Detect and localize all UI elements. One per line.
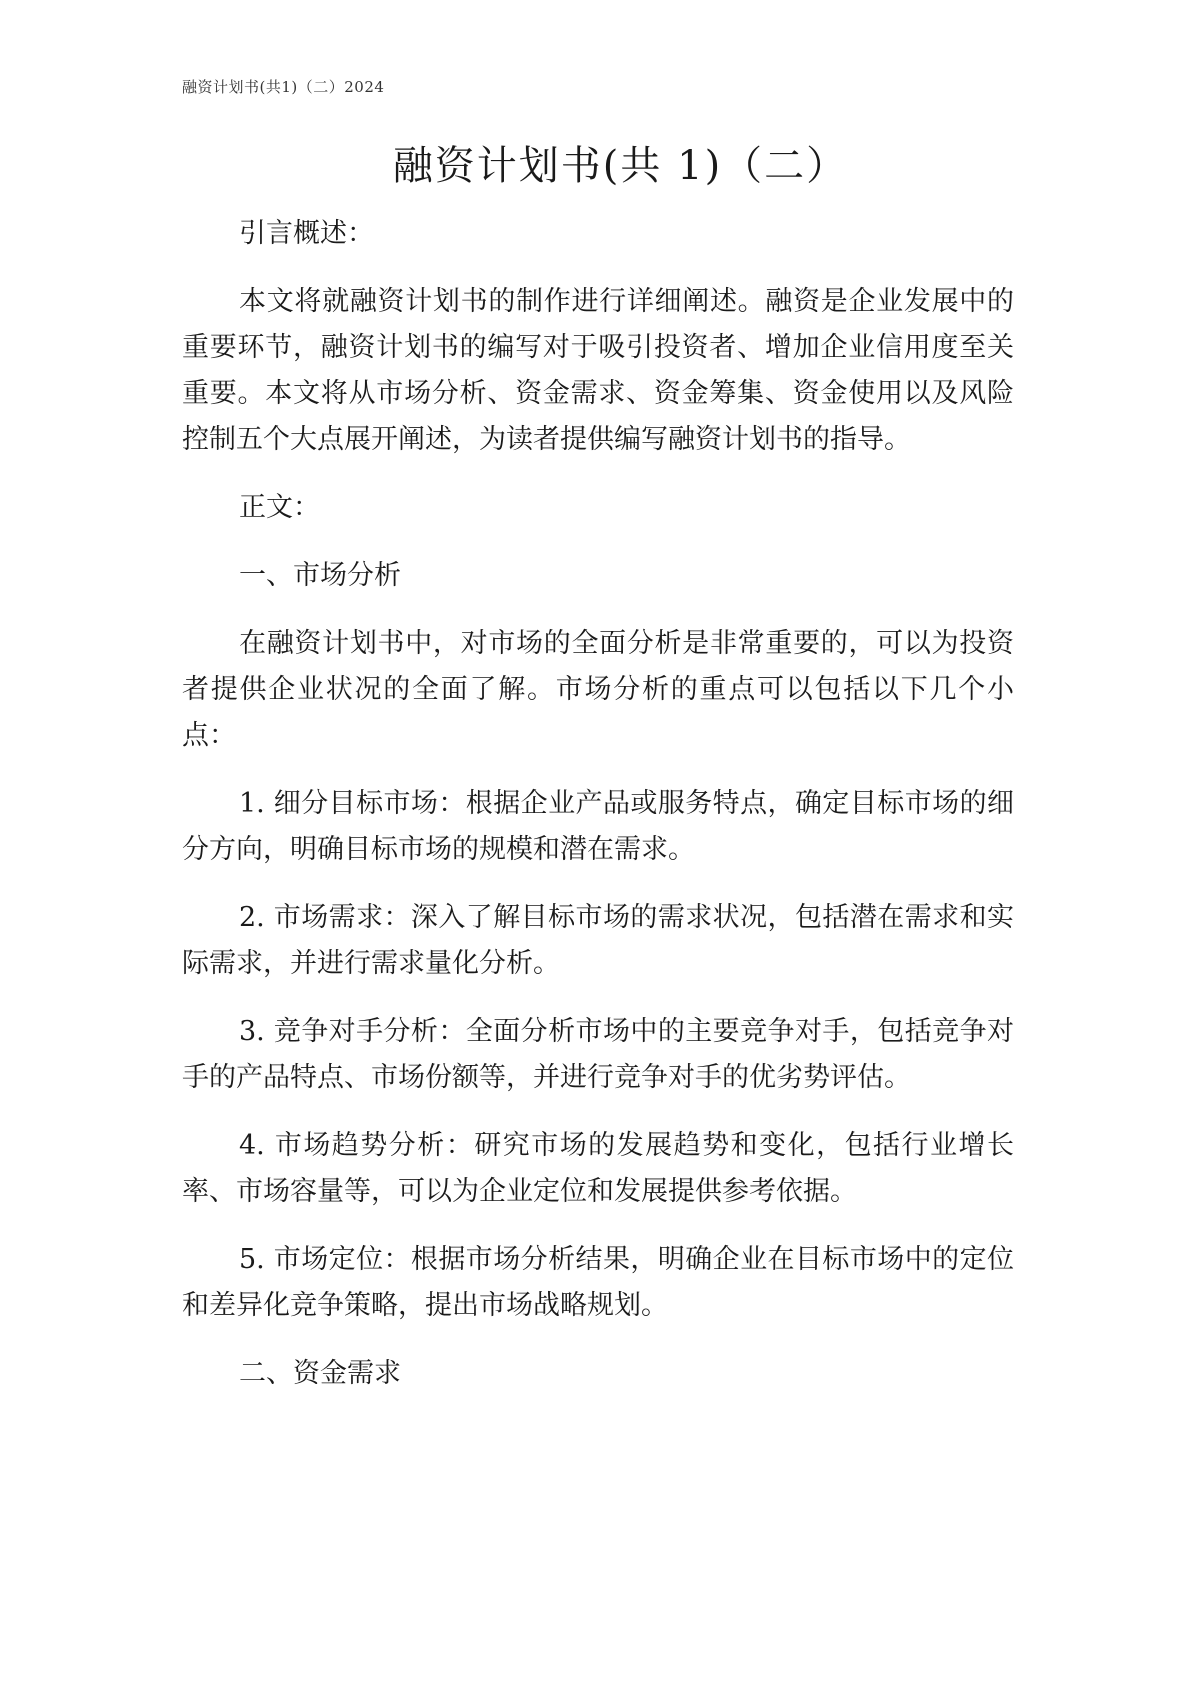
document-title: 融资计划书(共 1)（二） (392, 143, 849, 189)
section-heading-market-analysis: 一、市场分析 (239, 560, 401, 591)
section-heading-body: 正文： (239, 492, 320, 523)
list-item-market-trend: 4. 市场趋势分析：研究市场的发展趋势和变化，包括行业增长率、市场容量等，可以为企业定位和发展提供参考依据。 (182, 1130, 1014, 1207)
list-item-competitor-analysis: 3. 竞争对手分析：全面分析市场中的主要竞争对手，包括竞争对手的产品特点、市场份额等，并进行竞争对手的优劣势评估。 (182, 1016, 1014, 1093)
list-item-market-demand: 2. 市场需求：深入了解目标市场的需求状况，包括潜在需求和实际需求，并进行需求量化分析。 (182, 902, 1014, 979)
document-body (182, 211, 1014, 1419)
paragraph-market-analysis: 在融资计划书中，对市场的全面分析是非常重要的，可以为投资者提供企业状况的全面了解。市场分析的重点可以包括以下几个小点： (182, 628, 1014, 751)
section-heading-capital-needs: 二、资金需求 (239, 1358, 401, 1389)
running-header: 融资计划书(共1)（二）2024 (182, 78, 385, 96)
section-heading-intro: 引言概述： (239, 218, 374, 249)
list-item-market-positioning: 5. 市场定位：根据市场分析结果，明确企业在目标市场中的定位和差异化竞争策略，提出市场战略规划。 (182, 1244, 1014, 1321)
list-item-target-market: 1. 细分目标市场：根据企业产品或服务特点，确定目标市场的细分方向，明确目标市场的规模和潜在需求。 (182, 788, 1014, 865)
paragraph-intro: 本文将就融资计划书的制作进行详细阐述。融资是企业发展中的重要环节，融资计划书的编写对于吸引投资者、增加企业信用度至关重要。本文将从市场分析、资金需求、资金筹集、资金使用以及风险控制五个大点展开阐述，为读者提供编写融资计划书的指导。 (182, 286, 1014, 455)
